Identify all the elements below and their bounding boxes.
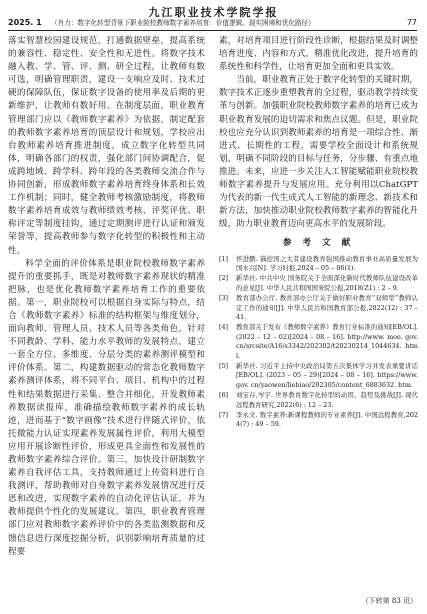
page-number: 77	[406, 18, 417, 27]
paragraph: 当前，职业教育正处于数字化转型的关键时期，数字技术正逐步重塑教育的全过程，驱动教学持续变革与创新。加强职业院校教师数字素养的培育已成为职业教育发展的迫切需求和焦点议题。但是，职业院校也应充分认识到教师素养的培育是一项综合性、渐进式、长期性的工程，需要学校全面设计和系统规划，明确不同阶段的目标与任务，分步骤、有重点地推进。未来，应进一步关注人工智能赋能职业院校教师数字素养提升与发展应用。充分利用以ChatGPT为代表的新一代生成式人工智能的新理念、新技术和新方法，加快推动职业院校教师数字素养的智能化升级，助力职业教育迈向更高水平的发展阶段。	[219, 75, 418, 230]
reference-text: 新华社. 中共中央 国务院关于全面深化新时代教师队伍建设改革的意见[J]. 中华人民共和国国务院公报,2018(Z1) : 2 – 9.	[236, 274, 418, 292]
references-title: 参 考 文 献	[282, 238, 355, 249]
left-column	[8, 35, 205, 610]
reference-text: 刘宝存,岑宇. 世界教育数字化转型的动因、趋势及挑战[J]. 现代远程教育研究,2022(6) : 12 – 23.	[236, 391, 418, 409]
reference-number: [5]	[219, 361, 229, 370]
reference-item	[219, 274, 418, 293]
issue-number: 2025. 1	[8, 18, 42, 27]
article-running-title: （肖力：数字化转型背景下职业院校教师数字素养培育：价值逻辑、现实困境和优化路径）	[51, 19, 315, 27]
running-header	[8, 17, 417, 29]
reference-item	[219, 294, 418, 322]
reference-text: 新华社. 习近平主持中央政治局第五次集体学习并发表重要讲话[EB/OL]. (2023 – 05 – 29)[2024 – 08 – 16]. https://www. gov. cn/yaowen/liebiao/202305/content_6883632. htm.	[236, 361, 418, 389]
reference-item	[219, 323, 418, 361]
reference-text: 李永文. 数字素养:新课程教师的专业素养[J]. 中国远程教育,2024(7) : 49 – 59.	[236, 411, 418, 429]
reference-text: 怀进鹏. 锚挖国之大者建设教育强国推动教育事业高质量发展为国永兴[N]. 学习时报,2024 – 05 – 06(1).	[236, 254, 418, 272]
continued-note: （下转第 83 页）	[361, 597, 417, 605]
reference-item	[219, 411, 418, 430]
reference-item	[219, 362, 418, 390]
reference-number: [6]	[219, 391, 229, 400]
reference-list	[219, 255, 418, 430]
paragraph: 科学全面的评价体系是职业院校教师数字素养提升的重要抓手，既是对教师数字素养现状的精准把脉，也是优化教师数字素养培育工作的重要依据。第一，职业院校可以根据自身实际与特点，结合《教师数字素养》标准的结构框架与维度划分，面向教师、管理人员、技术人员等各类角色，针对不同教龄、学科、能力水平教师的发展特点，建立一套全方位、多维度、分层分类的素养测评模型和评价体系。第二，构建数据驱动的常态化教师数字素养测评体系，将不同平台、项目、机构中的过程性和结果数据进行采集、整合并细化，开发教师素养数据读报库，准确描绘教师数字素养的成长轨迹，进而基于“数字画像”技术进行伴随式评价，依托微能力认证实现素养发展属性评价，利用大模型应用开展诊断性评价，形成更具全面性和发展性的教师数字素养综合评价。第三，加快设计研制数字素养自我评估工具，支持教师通过上传资料进行自我测评，帮助教师对自身数字素养发展情况进行反思和改进，实现数字素养的自动化评估认证，并为教师提供个性化的发展建议。第四，职业教育管理部门应对教师数字素养评价中的各类监测数据和反馈信息进行深度挖掘分析，识别影响培育质量的过程要	[8, 258, 205, 557]
paragraph: 落实智慧校园建设规范，打通数据壁垒，提高系统的兼容性、稳定性、安全性和无进性。将数字技术融入教、学、管、评、测、研全过程，让教师有数可选，明确管理职责，建设一支响应及时、技术过硬的保障队伍，保证数字设备的使用率及后期的更新维护，让教师有数好用。在制度层面，职业教育管理部门应以《教师数字素养》为依据，制定配套的教师数字素养培育的顶层设计和规划，学校应出台教师素养培育推进制度，成立数字化转型共同体，明确各部门的权责，强化部门间协调配合，促成跨地域、跨学科、跨年段的各类教师交流合作与协同创新，形成教师数字素养培育终身体系和长效工作机制；同时，健全教师考核激励制度，将教师数字素养培育成效与教师绩效考核、评奖评优、职称评定等制度挂钩，通过定期测评进行认证和颁发荣誉等，提高教师参与数字化转型的积极性和主动性。	[8, 36, 205, 256]
reference-number: [1]	[219, 254, 229, 263]
reference-number: [4]	[219, 323, 229, 332]
reference-text: 教育部办公厅. 教育部办公厅关于做好职业教育“双师型”教师认定工作的通知[J]. 中华人民共和国教育部公报,2022(12) : 37 – 41.	[236, 294, 418, 321]
right-column	[219, 35, 418, 610]
reference-text: 教育部关于发布《教师数字素养》教育行业标准的通知[EB/OL]. (2022 – 12 – 02)[2024 – 08 – 16]. http://www. moe. gov. cn/srcsite/A16/s3342/202302/t20230214_1044634. html.	[236, 323, 418, 360]
reference-number: [2]	[219, 274, 229, 283]
paragraph: 素，对培育项目进行阶段性诊断，根据结果及时调整培育进度、内容和方式，精准优化改进，提升培育的系统性和科学性，让培育更加全面和更具实效。	[219, 36, 418, 73]
reference-number: [7]	[219, 411, 229, 419]
reference-item	[219, 255, 418, 274]
header-rule	[8, 30, 417, 31]
reference-number: [3]	[219, 294, 229, 303]
journal-title: 九江职业技术学院学报	[148, 6, 279, 19]
reference-item	[219, 391, 418, 410]
